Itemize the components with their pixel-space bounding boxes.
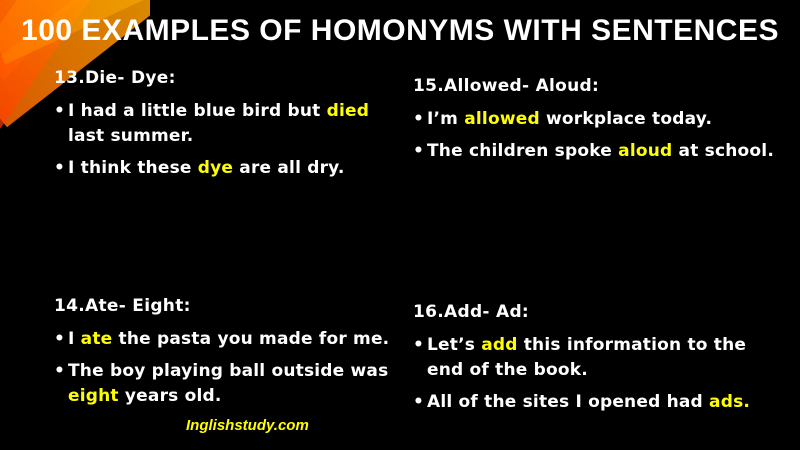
slide-title: 100 EXAMPLES OF HOMONYMS WITH SENTENCES [21,14,779,47]
sentence-list [54,327,394,409]
list-item [54,359,394,409]
sentence-text: All of the sites I opened had [427,392,710,412]
section-heading: 13.Die- Dye: [54,68,176,88]
sentence-text: I think these [68,158,198,178]
sentence-text: I’m [427,109,465,129]
sentence-text: are all dry. [233,158,345,178]
list-item [54,156,394,181]
sentence-text: The children spoke [427,141,619,161]
highlight-word: allowed [464,109,540,129]
list-item [54,327,394,352]
sentence-text: this information to the end of the book. [427,335,747,380]
sentence-text: years old. [118,386,222,406]
highlight-word: add [481,335,518,355]
section-heading: 15.Allowed- Aloud: [413,76,600,96]
sentence-text: the pasta you made for me. [112,329,390,349]
highlight-word: dye [197,158,234,178]
bullet: • [413,141,425,161]
section-die-dye [54,68,394,188]
list-item [413,107,783,132]
highlight-word: aloud [618,141,673,161]
sentence-text: Let’s [427,335,482,355]
section-heading: 16.Add- Ad: [413,302,530,322]
section-allowed-aloud [413,76,783,171]
sentence-text: last summer. [68,126,194,146]
bullet: • [413,109,425,129]
bullet: • [413,392,425,412]
list-item [54,99,394,149]
list-item [413,390,783,415]
highlight-word: ate [80,329,113,349]
sentence-text: I had a little blue bird but [68,101,327,121]
highlight-word: eight [68,386,119,406]
sentence-text: The boy playing ball outside was [68,361,389,381]
bullet: • [54,158,66,178]
highlight-word: ads. [709,392,751,412]
list-item [413,139,783,164]
highlight-word: died [326,101,370,121]
sentence-text: at school. [672,141,774,161]
bullet: • [54,329,66,349]
sentence-text: I [68,329,81,349]
sentence-list [413,333,783,415]
bullet: • [54,361,66,381]
sentence-list [54,99,394,181]
bullet: • [54,101,66,121]
bullet: • [413,335,425,355]
sentence-list [413,107,783,164]
section-heading: 14.Ate- Eight: [54,296,191,316]
list-item [413,333,783,383]
section-add-ad [413,302,783,422]
section-ate-eight [54,296,394,416]
footer-watermark: Inglishstudy.com [186,417,309,434]
sentence-text: workplace today. [539,109,713,129]
